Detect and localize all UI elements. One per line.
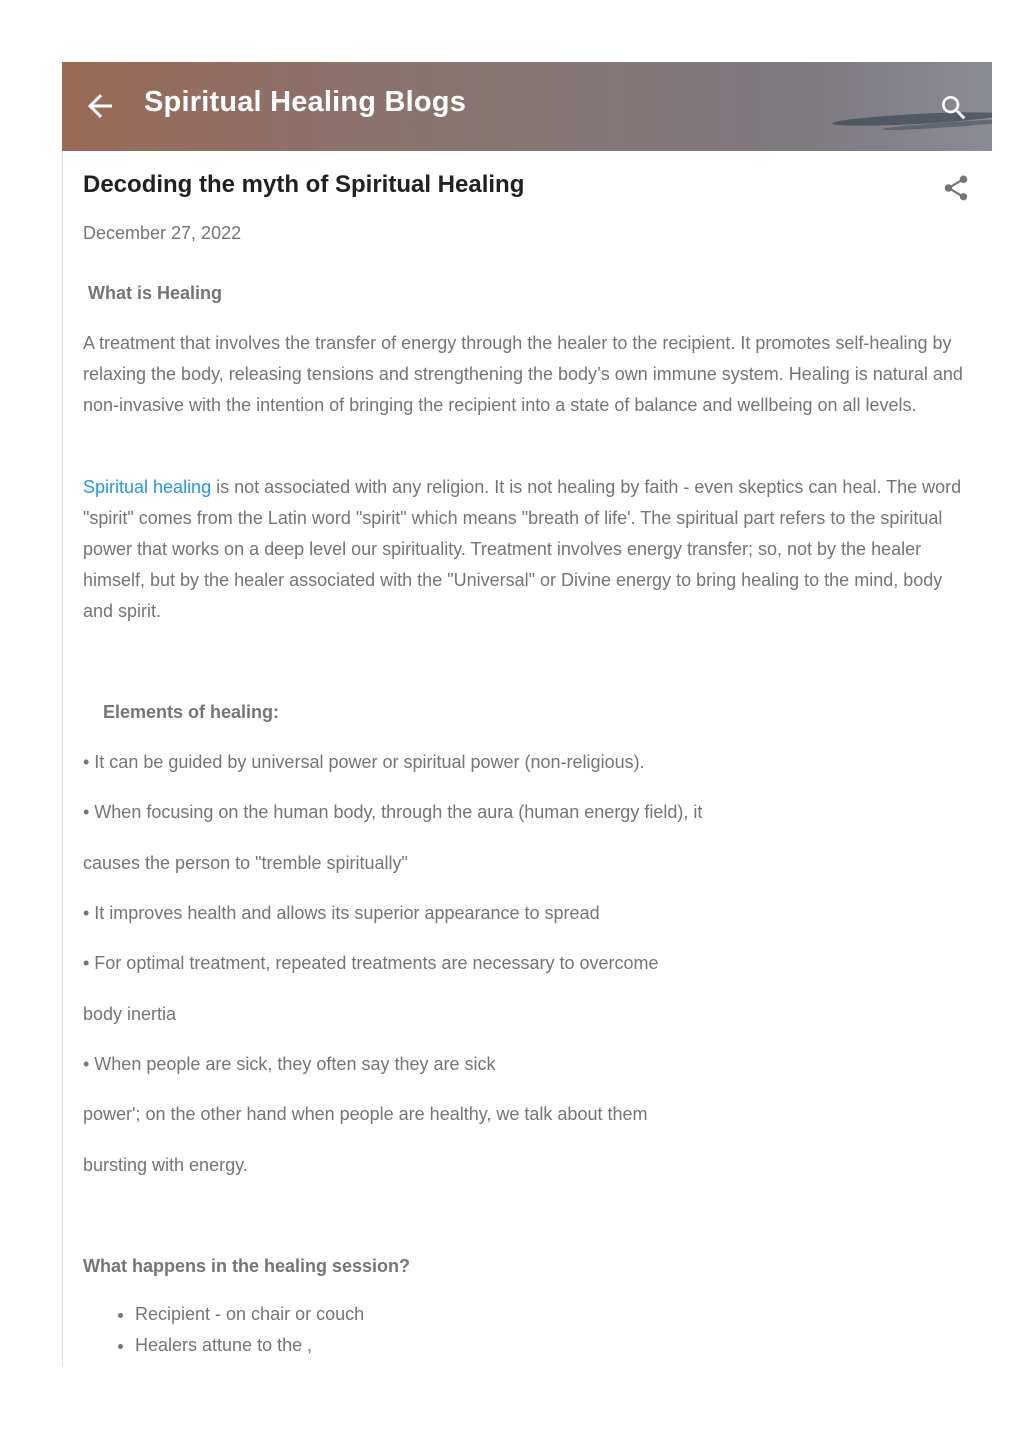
share-button[interactable] [941, 173, 971, 203]
post-card [62, 151, 992, 1366]
back-button[interactable] [82, 88, 118, 124]
share-icon [941, 173, 971, 203]
elements-line: body inertia [83, 1004, 177, 1024]
blog-header [62, 62, 992, 151]
spiritual-healing-link[interactable]: Spiritual healing [83, 477, 212, 497]
post-date: December 27, 2022 [83, 223, 242, 243]
section-heading-healing-session: What happens in the healing session? [83, 1256, 411, 1276]
site-title[interactable]: Spiritual Healing Blogs [144, 86, 467, 118]
paragraph-what-is-healing: A treatment that involves the transfer of energy through the healer to the recipient. It promotes self-healing by relaxing the body, releasing tensions and strengthening the body’s own immune system. Healing is natural and non-invasive with the intention of bringing the recipient into a state of balance and wellbeing on all levels. [83, 333, 963, 415]
elements-line: power'; on the other hand when people are healthy, we talk about them [83, 1104, 648, 1124]
elements-line: • It can be guided by universal power or spiritual power (non-religious). [83, 752, 645, 772]
elements-line: • When people are sick, they often say they are sick [83, 1054, 496, 1074]
list-item: • Recipient - on chair or couch [135, 1299, 364, 1330]
elements-line: • It improves health and allows its superior appearance to spread [83, 903, 600, 923]
paragraph-spiritual-healing [83, 472, 973, 627]
arrow-left-icon [82, 88, 118, 124]
search-icon [938, 92, 970, 124]
elements-line: bursting with energy. [83, 1155, 248, 1175]
section-heading-what-is-healing: What is Healing [88, 283, 223, 303]
section-heading-elements: Elements of healing: [103, 702, 280, 722]
healing-session-list [83, 1299, 364, 1361]
elements-line: • For optimal treatment, repeated treatments are necessary to overcome [83, 953, 659, 973]
post-title: Decoding the myth of Spiritual Healing [83, 171, 525, 198]
elements-line: causes the person to "tremble spiritually" [83, 853, 408, 873]
list-item: • Healers attune to the , [135, 1330, 364, 1361]
paragraph-spiritual-healing-text: is not associated with any religion. It is not healing by faith - even skeptics can heal. The word "spirit" comes from the Latin word "spirit" which means "breath of life'. The spiritual part refers to the spiritual power that works on a deep level our spirituality. Treatment involves energy transfer; so, not by the healer himself, but by the healer associated with the "Universal" or Divine energy to bring healing to the mind, body and spirit. [83, 477, 962, 621]
search-button[interactable] [938, 92, 970, 124]
elements-line: • When focusing on the human body, through the aura (human energy field), it [83, 802, 703, 822]
